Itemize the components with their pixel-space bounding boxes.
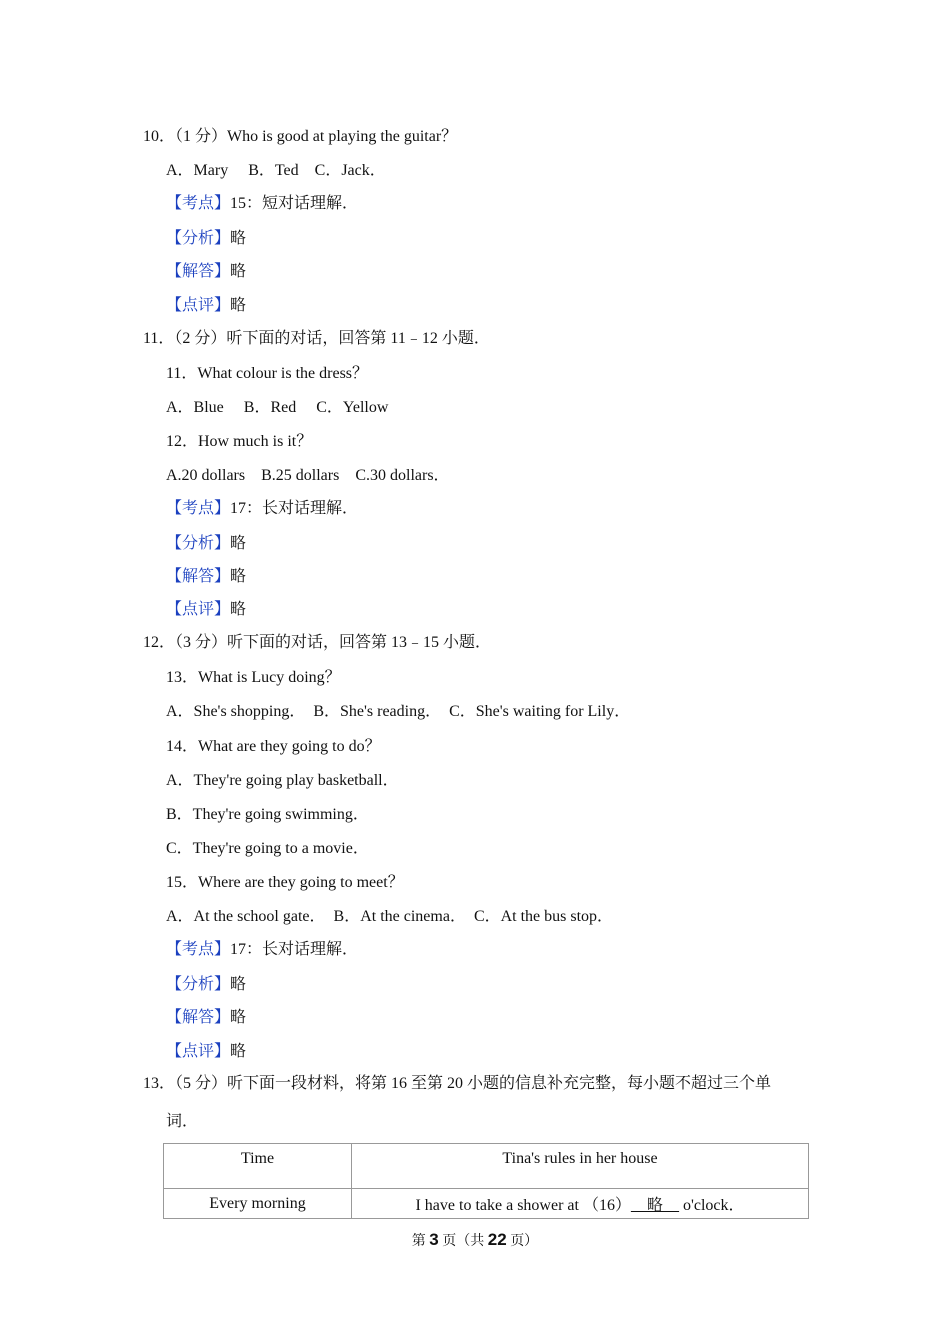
dianping-text: 略 <box>230 601 247 618</box>
row-time: Every morning <box>164 1189 352 1219</box>
kaodian-tag: 【考点】 <box>166 500 231 517</box>
footer-post: 页） <box>506 1234 539 1249</box>
q11-fenxi <box>166 534 246 554</box>
jieda-tag: 【解答】 <box>166 1009 231 1026</box>
dianping-tag: 【点评】 <box>166 297 231 314</box>
total-pages-number: 22 <box>487 1230 507 1249</box>
dianping-text: 略 <box>230 1043 247 1060</box>
dianping-tag: 【点评】 <box>166 601 231 618</box>
q12-kaodian <box>166 940 358 960</box>
q12-opt14a: A．They're going play basketball． <box>166 772 399 789</box>
q10-stem: 10．（1 分）Who is good at playing the guitar？ <box>143 128 458 145</box>
fenxi-text: 略 <box>230 976 247 993</box>
table-header-row <box>164 1144 809 1189</box>
q12-opt13: A．She's shopping． B．She's reading． C．She's waiting for Lily． <box>166 703 631 720</box>
q12-fenxi <box>166 975 246 995</box>
fenxi-text: 略 <box>230 535 247 552</box>
rule-text-pre: I have to take a shower at （16） <box>415 1197 631 1214</box>
answer-blank-16: __略__ <box>630 1197 679 1214</box>
kaodian-text: 15：短对话理解． <box>230 195 359 212</box>
jieda-tag: 【解答】 <box>166 568 231 585</box>
q12-opt14b: B．They're going swimming． <box>166 806 369 823</box>
table-row <box>164 1189 809 1219</box>
q12-sub13: 13．What is Lucy doing？ <box>166 669 341 686</box>
kaodian-tag: 【考点】 <box>166 941 231 958</box>
dianping-text: 略 <box>230 297 247 314</box>
fenxi-tag: 【分析】 <box>166 230 231 247</box>
kaodian-text: 17：长对话理解． <box>230 500 359 517</box>
jieda-text: 略 <box>230 1009 247 1026</box>
fenxi-text: 略 <box>230 230 247 247</box>
kaodian-tag: 【考点】 <box>166 195 231 212</box>
kaodian-text: 17：长对话理解． <box>230 941 359 958</box>
dianping-tag: 【点评】 <box>166 1043 231 1060</box>
jieda-text: 略 <box>230 568 247 585</box>
q11-dianping <box>166 600 246 620</box>
rule-text-post: o'clock． <box>678 1197 745 1214</box>
q12-sub14: 14．What are they going to do？ <box>166 738 381 755</box>
q12-stem: 12．（3 分）听下面的对话，回答第 13﹣15 小题． <box>143 634 492 651</box>
page-footer <box>0 1230 950 1250</box>
q12-dianping <box>166 1042 246 1062</box>
q11-jieda <box>166 567 246 587</box>
footer-mid: 页（共 <box>438 1234 488 1249</box>
q11-kaodian <box>166 499 358 519</box>
header-rules: Tina's rules in her house <box>352 1144 809 1189</box>
q11-sub12: 12．How much is it？ <box>166 433 313 450</box>
fenxi-tag: 【分析】 <box>166 535 231 552</box>
q10-options: A．Mary B．Ted C．Jack． <box>166 162 386 179</box>
q10-fenxi <box>166 229 246 249</box>
header-time: Time <box>164 1144 352 1189</box>
q12-sub15: 15．Where are they going to meet？ <box>166 874 404 891</box>
fenxi-tag: 【分析】 <box>166 976 231 993</box>
current-page-number: 3 <box>429 1230 439 1249</box>
jieda-tag: 【解答】 <box>166 263 231 280</box>
q11-opt11: A．Blue B．Red C．Yellow <box>166 399 389 416</box>
q11-opt12: A.20 dollars B.25 dollars C.30 dollars． <box>166 467 450 484</box>
q13-stem-cont: 词． <box>166 1113 199 1130</box>
q11-stem: 11．（2 分）听下面的对话，回答第 11﹣12 小题． <box>143 330 490 347</box>
q10-kaodian <box>166 194 358 214</box>
q12-jieda <box>166 1008 246 1028</box>
q12-opt14c: C．They're going to a movie． <box>166 840 369 857</box>
q13-stem: 13．（5 分）听下面一段材料，将第 16 至第 20 小题的信息补充完整，每小题不超过三个单 <box>143 1075 772 1092</box>
q12-opt15: A．At the school gate． B．At the cinema． C．At the bus stop． <box>166 908 614 925</box>
rules-table <box>163 1143 809 1219</box>
jieda-text: 略 <box>230 263 247 280</box>
q10-jieda <box>166 262 246 282</box>
q11-sub11: 11．What colour is the dress？ <box>166 365 369 382</box>
q10-dianping <box>166 296 246 316</box>
footer-pre: 第 <box>411 1234 430 1249</box>
row-rule <box>352 1189 809 1219</box>
